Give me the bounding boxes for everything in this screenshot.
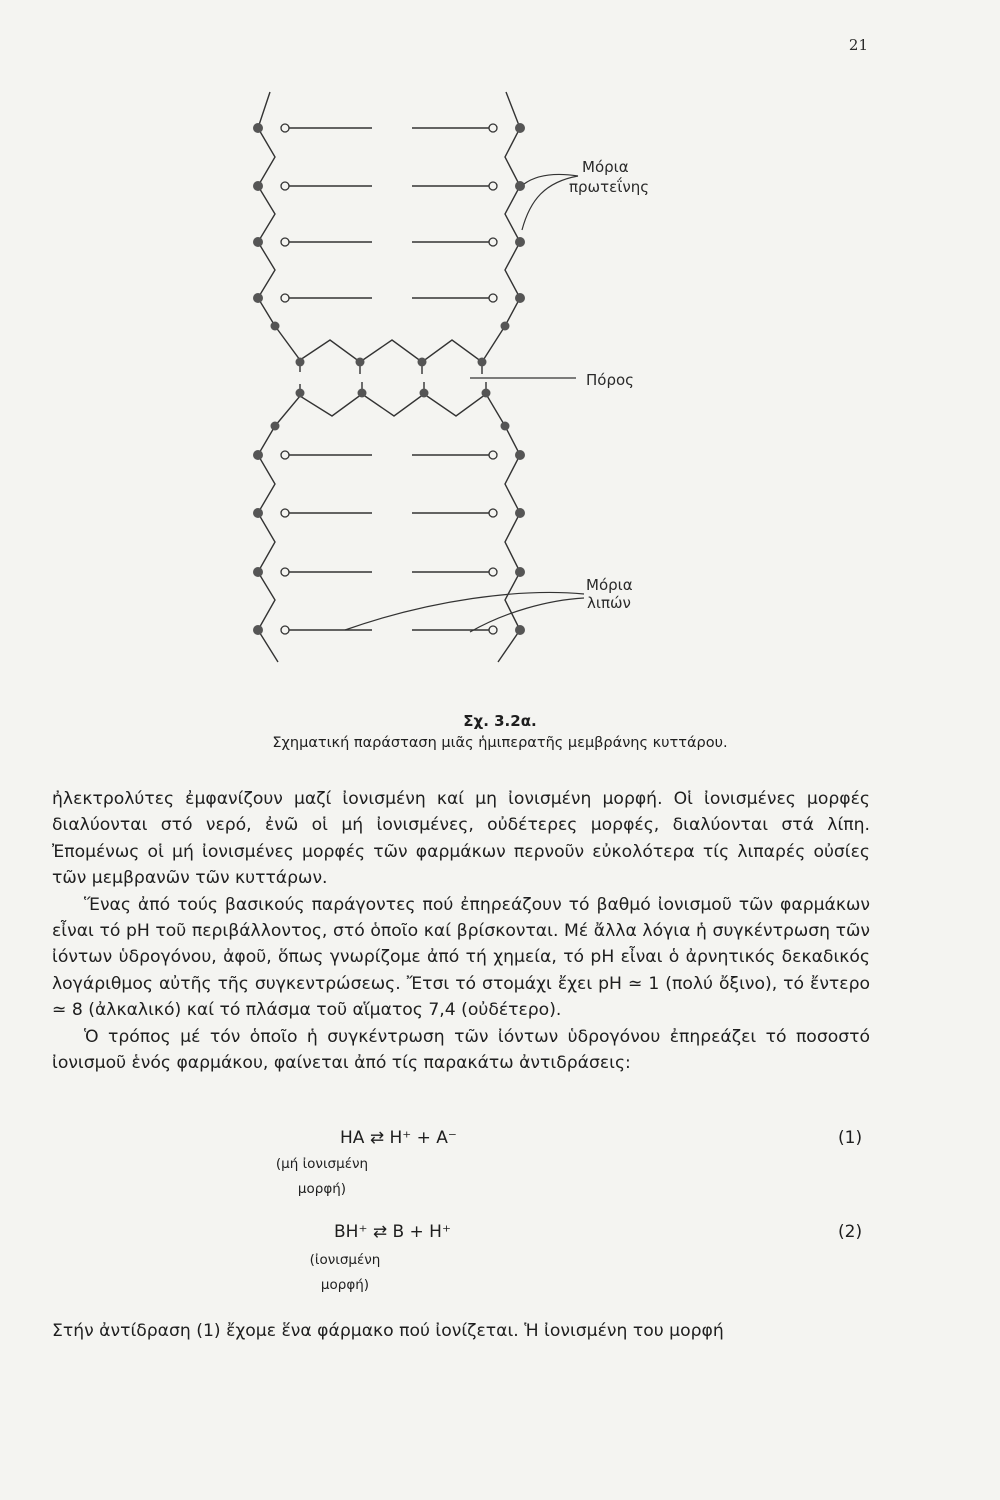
pore-bottom-edge bbox=[275, 394, 505, 426]
lipid-head-right-4 bbox=[489, 451, 497, 459]
lipid-head-right-5 bbox=[489, 509, 497, 517]
membrane-head-left-7 bbox=[253, 625, 263, 635]
equation-2-note-line1: (ἰονισμένη bbox=[309, 1252, 381, 1268]
lipids-label bbox=[586, 576, 633, 612]
lipid-head-left-0 bbox=[281, 124, 289, 132]
membrane-head-left-6 bbox=[253, 567, 263, 577]
lipid-head-right-3 bbox=[489, 294, 497, 302]
label-pointers bbox=[345, 174, 584, 632]
lipid-head-left-5 bbox=[281, 509, 289, 517]
lipid-head-left-1 bbox=[281, 182, 289, 190]
equation-1-note bbox=[262, 1152, 382, 1202]
membrane-head-right-0 bbox=[515, 123, 525, 133]
membrane-head-right-4 bbox=[515, 450, 525, 460]
equation-2-number: (2) bbox=[838, 1222, 863, 1242]
equation-1-number: (1) bbox=[838, 1128, 863, 1148]
membrane-diagram bbox=[0, 0, 1000, 700]
pore-corner-br bbox=[501, 422, 510, 431]
pore-corner-tr bbox=[501, 322, 510, 331]
equation-2-formula: BH⁺ ⇄ B + H⁺ bbox=[334, 1222, 451, 1242]
pore-label: Πόρος bbox=[586, 371, 634, 389]
membrane-head-left-5 bbox=[253, 508, 263, 518]
equation-1-note-line2: μορφή) bbox=[297, 1181, 347, 1197]
body-text bbox=[52, 786, 870, 1076]
pore-dot-top-1 bbox=[356, 358, 365, 367]
membrane-head-right-6 bbox=[515, 567, 525, 577]
pore-corner-bl bbox=[271, 422, 280, 431]
figure-caption bbox=[180, 712, 820, 751]
paragraph-2: Ἕνας ἀπό τούς βασικούς παράγοντες πού ἐπηρεάζουν τό βαθμό ἰονισμοῦ τῶν φαρμάκων εἶναι τό pH τοῦ περιβάλλοντος, στό ὁποῖο καί βρίσκονται. Μέ ἄλλα λόγια ἡ συγκέντρωση τῶν ἰόντων ὑδρογόνου, ἀφοῦ, ὅπως γνωρίζομε ἀπό τή χημεία, τό pH εἶναι ὁ ἀρνητικός δεκαδικός λογάριθμος αὐτῆς τῆς συγκεντρώσεως. Ἔτσι τό στομάχι ἔχει pH ≃ 1 (πολύ ὄξινο), τό ἔντερο ≃ 8 (ἀλκαλικό) καί τό πλάσμα τοῦ αἵματος 7,4 (οὐδέτερο). bbox=[52, 894, 870, 1021]
figure-description: Σχηματική παράσταση μιᾶς ἡμιπερατῆς μεμβράνης κυττάρου. bbox=[272, 735, 728, 751]
lipid-head-left-3 bbox=[281, 294, 289, 302]
lipid-head-right-6 bbox=[489, 568, 497, 576]
pore-dot-bottom-1 bbox=[358, 389, 367, 398]
pore-top-stems bbox=[300, 360, 482, 374]
membrane-head-right-1 bbox=[515, 181, 525, 191]
paragraph-1: ἠλεκτρολύτες ἐμφανίζουν μαζί ἰονισμένη καί μη ἰονισμένη μορφή. Οἱ ἰονισμένες μορφές διαλύονται στό νερό, ἐνῶ οἱ μή ἰονισμένες, οὐδέτερες μορφές, διαλύονται στά λίπη. Ἐπομένως οἱ μή ἰονισμένες μορφές τῶν φαρμάκων περνοῦν εὐκολότερα τίς λιπαρές οὐσίες τῶν μεμβρανῶν τῶν κυττάρων. bbox=[52, 789, 870, 889]
protein-label bbox=[569, 158, 649, 196]
pore-corner-tl bbox=[271, 322, 280, 331]
protein-label-line2: πρωτεΐνης bbox=[569, 178, 650, 196]
equation-2-note bbox=[290, 1248, 400, 1298]
lipid-head-left-7 bbox=[281, 626, 289, 634]
pore-dot-bottom-0 bbox=[296, 389, 305, 398]
pore-dot-top-3 bbox=[478, 358, 487, 367]
pore-dot-bottom-2 bbox=[420, 389, 429, 398]
closing-line: Στήν ἀντίδραση (1) ἔχομε ἕνα φάρμακο πού ἰονίζεται. Ἡ ἰονισμένη του μορφή bbox=[52, 1321, 724, 1341]
membrane-head-left-1 bbox=[253, 181, 263, 191]
pore-dot-bottom-3 bbox=[482, 389, 491, 398]
lipid-head-right-0 bbox=[489, 124, 497, 132]
lipid-head-left-2 bbox=[281, 238, 289, 246]
paragraph-3: Ὁ τρόπος μέ τόν ὁποῖο ἡ συγκέντρωση τῶν ἰόντων ὑδρογόνου ἐπηρεάζει τό ποσοστό ἰονισμοῦ ἑνός φαρμάκου, φαίνεται ἀπό τίς παρακάτω ἀντιδράσεις: bbox=[52, 1026, 870, 1074]
lipid-head-right-1 bbox=[489, 182, 497, 190]
membrane-head-left-4 bbox=[253, 450, 263, 460]
membrane-heads bbox=[253, 123, 525, 635]
page-number: 21 bbox=[848, 36, 868, 54]
pore-top-edge bbox=[275, 326, 505, 362]
membrane-head-right-3 bbox=[515, 293, 525, 303]
figure-number: Σχ. 3.2α. bbox=[463, 712, 537, 730]
pore-dot-top-2 bbox=[418, 358, 427, 367]
membrane-head-right-2 bbox=[515, 237, 525, 247]
membrane-head-right-7 bbox=[515, 625, 525, 635]
lipid-head-right-2 bbox=[489, 238, 497, 246]
membrane-head-right-5 bbox=[515, 508, 525, 518]
lipid-head-right-7 bbox=[489, 626, 497, 634]
membrane-structure-lines bbox=[258, 92, 520, 662]
lipids-label-line1: Μόρια bbox=[586, 576, 633, 594]
membrane-head-left-0 bbox=[253, 123, 263, 133]
equation-1-note-line1: (μή ἰονισμένη bbox=[275, 1156, 369, 1172]
equation-1-formula: HA ⇄ H⁺ + A⁻ bbox=[340, 1128, 457, 1148]
lipid-head-left-4 bbox=[281, 451, 289, 459]
membrane-head-left-3 bbox=[253, 293, 263, 303]
equation-2-note-line2: μορφή) bbox=[320, 1277, 370, 1293]
pore-dot-top-0 bbox=[296, 358, 305, 367]
protein-label-line1: Μόρια bbox=[582, 158, 629, 176]
pore-bottom-stems bbox=[300, 382, 486, 396]
lipids-label-line2: λιπών bbox=[587, 594, 631, 612]
membrane-head-left-2 bbox=[253, 237, 263, 247]
lipid-head-left-6 bbox=[281, 568, 289, 576]
